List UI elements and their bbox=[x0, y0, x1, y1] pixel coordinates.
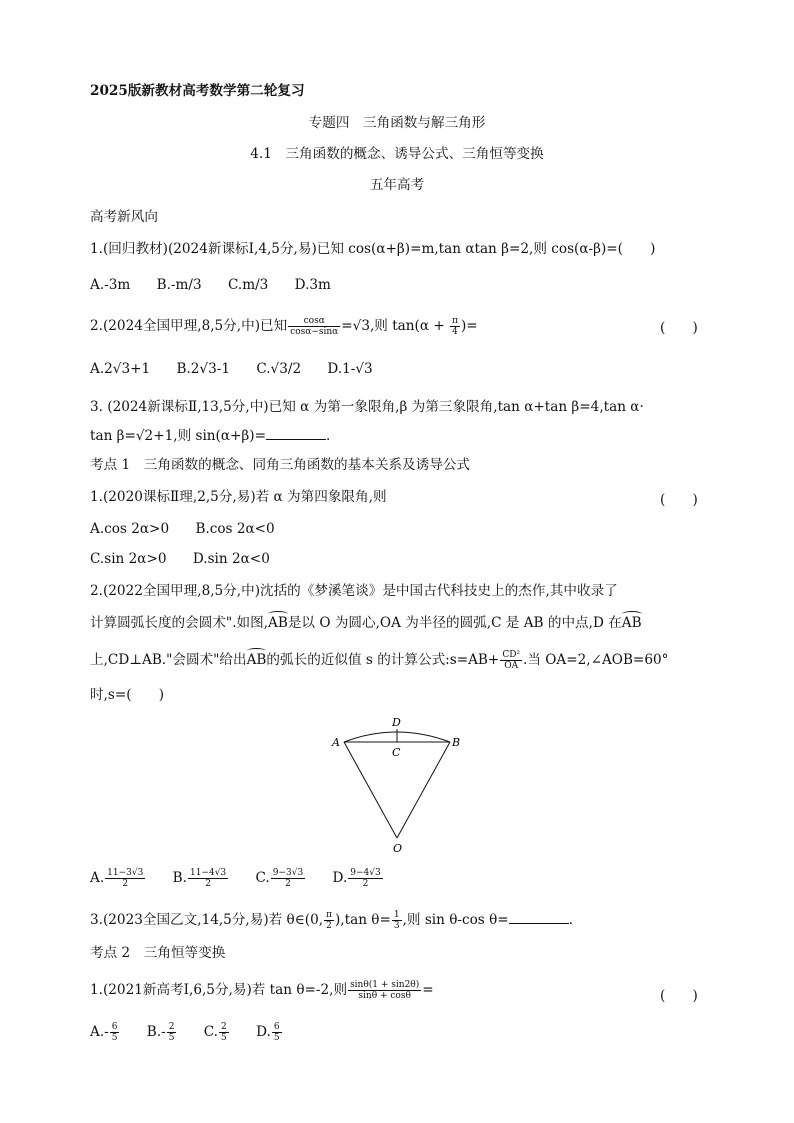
label-o: O bbox=[393, 842, 403, 855]
question-text: 1.(回归教材)(2024新课标Ⅰ,4,5分,易)已知 cos(α+β)=m,tan αtan β=2,则 cos(α-β)=( ) bbox=[90, 241, 656, 257]
answer-blank[interactable] bbox=[509, 910, 569, 924]
fraction: $\frac{\cos\alpha}{\cos\alpha-\sin\alpha}$ bbox=[290, 316, 339, 337]
question-text: 时,s=( ) bbox=[90, 687, 165, 703]
option-a: A. $\frac{11-3√3}{2}$ bbox=[90, 868, 144, 889]
arc-sector-figure bbox=[320, 710, 470, 860]
arc-label: AB bbox=[246, 652, 267, 668]
question-text: 2.(2024全国甲理,8,5分,中)已知 $\frac{\cos\alpha}{\cos\alpha-\sin\alpha}$ =√3,则 tan(α + $\frac{\pi}{4}$ )= bbox=[90, 316, 478, 337]
question-text: tan β=√2+1,则 sin(α+β)= . bbox=[90, 428, 331, 444]
label-a: A bbox=[332, 736, 340, 749]
options-row bbox=[90, 1022, 305, 1043]
option-d: D.3m bbox=[294, 277, 331, 293]
arc-label: AB bbox=[621, 615, 642, 631]
option-d: D. $\frac{6}{5}$ bbox=[256, 1022, 280, 1043]
option-d: D. $\frac{9-4√3}{2}$ bbox=[332, 868, 381, 889]
option-a: A.2√3+1 bbox=[90, 361, 151, 377]
options-row bbox=[90, 868, 406, 889]
option-a: A.-3m bbox=[90, 277, 131, 293]
option-a: A.cos 2α>0 bbox=[90, 521, 170, 537]
topic-title: 专题四 三角函数与解三角形 bbox=[308, 115, 486, 131]
book-title: 2025版新教材高考数学第二轮复习 bbox=[90, 83, 305, 99]
fraction: $\frac{\text{CD²}}{OA}$ bbox=[502, 650, 521, 671]
label-c: C bbox=[392, 746, 401, 759]
fraction: $\frac{\sin\theta(1 + \sin 2\theta)}{\sin\theta + \cos\theta}$ bbox=[350, 980, 420, 1001]
subsection-title: 五年高考 bbox=[369, 177, 425, 193]
answer-paren: ( ) bbox=[660, 492, 698, 508]
option-b: B. $\frac{11-4√3}{2}$ bbox=[172, 868, 227, 889]
option-c: C. $\frac{2}{5}$ bbox=[203, 1022, 227, 1043]
question-text: 上,CD⊥AB."会圆术"给出AB的弧长的近似值 s 的计算公式:s=AB+ $\frac{\text{CD²}}{OA}$ .当 OA=2,∠AOB=60° bbox=[90, 650, 669, 671]
question-text: 1.(2020课标Ⅱ理,2,5分,易)若 α 为第四象限角,则 bbox=[90, 489, 387, 505]
option-c: C. $\frac{9-3√3}{2}$ bbox=[255, 868, 304, 889]
arc-label: AB bbox=[268, 615, 288, 631]
question-text: 3.(2023全国乙文,14,5分,易)若 θ∈(0, $\frac{\pi}{2}$ ),tan θ= $\frac{1}{3}$ ,则 sin θ-cos θ= . bbox=[90, 910, 573, 931]
options-row bbox=[90, 276, 353, 294]
options-row bbox=[90, 550, 292, 568]
new-trend-heading: 高考新风向 bbox=[90, 209, 158, 225]
point1-heading: 考点 1 三角函数的概念、同角三角函数的基本关系及诱导公式 bbox=[90, 457, 470, 473]
answer-blank[interactable] bbox=[266, 426, 326, 440]
question-text: 计算圆弧长度的会圆术".如图,AB是以 O 为圆心,OA 为半径的圆弧,C 是 AB 的中点,D 在AB bbox=[90, 615, 642, 631]
option-b: B.cos 2α<0 bbox=[195, 521, 275, 537]
option-a: A.- $\frac{6}{5}$ bbox=[90, 1022, 118, 1043]
options-row bbox=[90, 360, 395, 378]
option-c: C.√3/2 bbox=[256, 361, 302, 377]
fraction: $\frac{\pi}{4}$ bbox=[452, 316, 458, 337]
option-d: D.sin 2α<0 bbox=[192, 551, 270, 567]
option-b: B.-m/3 bbox=[156, 277, 202, 293]
option-c: C.m/3 bbox=[227, 277, 269, 293]
label-b: B bbox=[452, 736, 461, 749]
question-text: 2.(2022全国甲理,8,5分,中)沈括的《梦溪笔谈》是中国古代科技史上的杰作,其中收录了 bbox=[90, 583, 618, 599]
radius-oa bbox=[344, 742, 397, 838]
answer-paren: ( ) bbox=[660, 320, 698, 336]
radius-ob bbox=[397, 742, 450, 838]
option-b: B.- $\frac{2}{5}$ bbox=[146, 1022, 175, 1043]
option-c: C.sin 2α>0 bbox=[90, 551, 167, 567]
point2-heading: 考点 2 三角恒等变换 bbox=[90, 945, 226, 961]
question-text: 1.(2021新高考Ⅰ,6,5分,易)若 tan θ=-2,则 $\frac{\sin\theta(1 + \sin 2\theta)}{\sin\theta + \cos\theta}$ = bbox=[90, 980, 434, 1001]
label-d: D bbox=[392, 716, 401, 729]
question-text: 3. (2024新课标Ⅱ,13,5分,中)已知 α 为第一象限角,β 为第三象限角,tan α+tan β=4,tan α· bbox=[90, 399, 644, 415]
options-row bbox=[90, 520, 297, 538]
section-title: 4.1 三角函数的概念、诱导公式、三角恒等变换 bbox=[250, 146, 544, 162]
option-b: B.2√3-1 bbox=[176, 361, 230, 377]
answer-paren: ( ) bbox=[660, 988, 698, 1004]
option-d: D.1-√3 bbox=[327, 361, 373, 377]
